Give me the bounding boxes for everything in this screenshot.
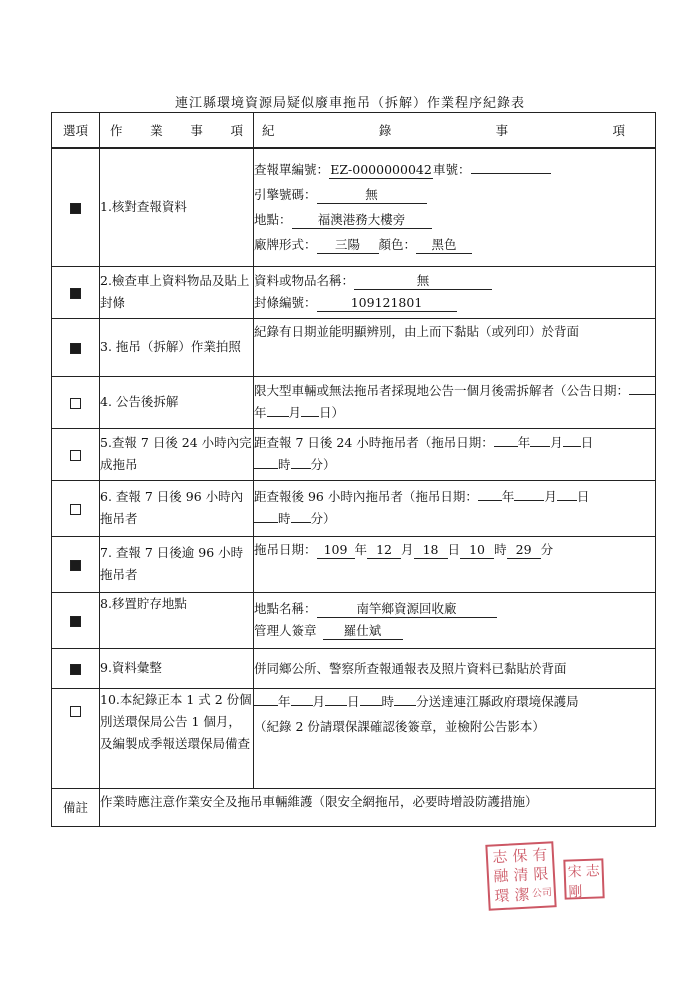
checkbox-row-3[interactable] [70, 343, 81, 354]
item-label: 10.本紀錄正本 1 式 2 份個別送環保局公告 1 個月，及編製成季報送環保局備查 [100, 688, 254, 788]
record-cell: 距查報後 96 小時內拖吊者（拖吊日期： 年 月 日 時 分） [254, 480, 656, 536]
record-cell: 拖吊日期： 109 年 12 月 18 日 10 時 29 分 [254, 536, 656, 592]
item-label: 6. 查報 7 日後 96 小時內拖吊者 [100, 480, 254, 536]
checkbox-row-4[interactable] [70, 398, 81, 409]
record-note: （紀錄 2 份請環保課確認後簽章，並檢附公告影本） [254, 718, 545, 734]
color-value: 黑色 [416, 236, 472, 254]
tow-hour-value: 10 [460, 541, 494, 559]
record-form-table [51, 112, 656, 827]
engine-number-value: 無 [317, 186, 427, 204]
item-label: 7. 查報 7 日後逾 96 小時拖吊者 [100, 536, 254, 592]
brand-value: 三陽 [317, 236, 379, 254]
table-row [52, 688, 656, 788]
report-number-value: EZ-0000000042 [330, 162, 432, 178]
table-row [52, 376, 656, 428]
table-row [52, 536, 656, 592]
header-task: 作 業 事 項 [100, 113, 254, 149]
company-seal-stamp: 志 保 有 融 清 限 環 潔 公司 [485, 841, 556, 910]
checkbox-row-9[interactable] [70, 664, 81, 675]
form-title: 連江縣環境資源局疑似廢車拖吊（拆解）作業程序紀錄表 [174, 96, 525, 111]
table-row [52, 648, 656, 688]
manager-signature-value: 羅仕斌 [323, 622, 403, 640]
table-row [52, 266, 656, 318]
record-cell: 地點名稱： 南竿鄉資源回收廠 管理人簽章 羅仕斌 [254, 592, 656, 648]
header-record: 紀 錄 事 項 [254, 113, 656, 149]
table-row [52, 428, 656, 480]
table-row [52, 148, 656, 266]
checkbox-row-6[interactable] [70, 504, 81, 515]
tow-minute-value: 29 [507, 541, 541, 559]
record-cell: 距查報 7 日後 24 小時拖吊者（拖吊日期： 年 月 日 時 分） [254, 428, 656, 480]
tow-day-value: 18 [414, 541, 448, 559]
checkbox-row-10[interactable] [70, 706, 81, 717]
item-label: 9.資料彙整 [100, 648, 254, 688]
personal-seal-stamp: 宋 志 剛 [563, 858, 604, 899]
material-value: 無 [354, 272, 492, 290]
remark-label: 備註 [52, 788, 100, 826]
record-cell: 年 月 日 時 分送達連江縣政府環境保護局 （紀錄 2 份請環保課確認後簽章，並檢附公告影本） [254, 688, 656, 788]
record-cell: 限大型車輛或無法拖吊者採現地公告一個月後需拆解者（公告日期：年 月 日） [254, 376, 656, 428]
storage-site-value: 南竿鄉資源回收廠 [317, 600, 497, 618]
checkbox-row-7[interactable] [70, 560, 81, 571]
record-cell: 資料或物品名稱： 無 封條編號： 109121801 [254, 266, 656, 318]
item-label: 1.核對查報資料 [100, 148, 254, 266]
checkbox-row-5[interactable] [70, 450, 81, 461]
item-label: 8.移置貯存地點 [100, 592, 254, 648]
record-cell: 併同鄉公所、警察所查報通報表及照片資料已黏貼於背面 [254, 648, 656, 688]
seal-number-value: 109121801 [317, 294, 457, 312]
checkbox-row-8[interactable] [70, 616, 81, 627]
checkbox-row-2[interactable] [70, 288, 81, 299]
header-select: 選項 [52, 113, 100, 149]
tow-year-value: 109 [317, 541, 355, 559]
plate-number-value [471, 173, 551, 174]
location-value: 福澳港務大樓旁 [292, 211, 432, 229]
record-cell: 紀錄有日期並能明顯辨別，由上而下黏貼（或列印）於背面 [254, 318, 656, 376]
table-header-row [52, 113, 656, 149]
item-label: 5.查報 7 日後 24 小時內完成拖吊 [100, 428, 254, 480]
remark-row [52, 788, 656, 826]
tow-month-value: 12 [367, 541, 401, 559]
remark-text: 作業時應注意作業安全及拖吊車輛維護（限安全網拖吊，必要時增設防護措施） [100, 788, 656, 826]
item-label: 4. 公告後拆解 [100, 376, 254, 428]
record-cell: 查報單編號：EZ-0000000042車號： 引擎號碼： 無 地點： 福澳港務大樓旁 廠牌形式： 三陽 顏色： 黑色 [254, 148, 656, 266]
item-label: 3. 拖吊（拆解）作業拍照 [100, 318, 254, 376]
checkbox-row-1[interactable] [70, 203, 81, 214]
item-label: 2.檢查車上資料物品及貼上封條 [100, 266, 254, 318]
table-row [52, 592, 656, 648]
table-row [52, 318, 656, 376]
table-row [52, 480, 656, 536]
